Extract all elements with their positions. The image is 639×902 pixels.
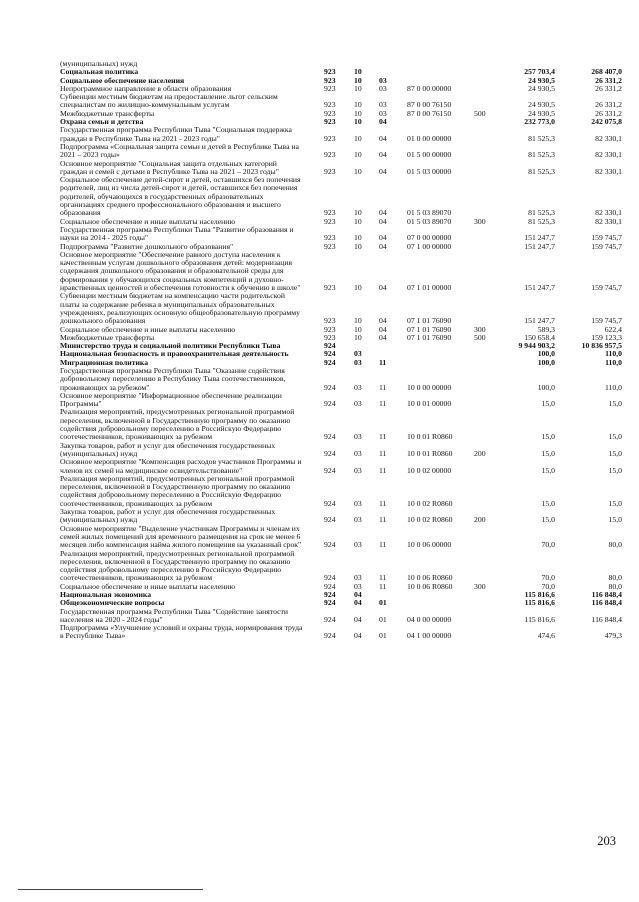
column-amount-year-1: 81 525,3 [528,150,555,160]
column-vid-raskhodov: 300 [474,581,486,591]
column-grbs: 924 [324,614,336,624]
column-tselevaya-statya: 04 0 00 00000 [407,614,452,624]
table-row [60,550,622,583]
table-row [60,176,622,217]
column-amount-year-2: 116 848,4 [591,598,622,608]
column-amount-year-2: 479,3 [604,631,622,641]
row-name: Закупка товаров, работ и услуг для обеспечения государственных (муниципальных) нужд [60,440,276,458]
row-name: Национальная безопасность и правоохранительная деятельность [60,349,289,359]
column-amount-year-2: 80,0 [608,540,622,550]
column-amount-year-2: 82 330,1 [595,208,622,218]
row-name: Подпрограмма "Развитие дошкольного образования" [60,241,234,251]
column-amount-year-2: 80,0 [608,581,622,591]
column-vid-raskhodov: 500 [474,108,486,118]
column-tselevaya-statya: 07 1 01 76090 [407,316,452,326]
table-row [60,160,622,177]
column-grbs: 923 [324,233,336,243]
table-row [60,608,622,625]
column-amount-year-1: 151 247,7 [524,283,555,293]
column-grbs: 924 [324,399,336,409]
column-grbs: 923 [324,324,336,334]
column-grbs: 924 [324,465,336,475]
row-name: Межбюджетные трансферты [60,332,155,342]
column-amount-year-1: 257 703,4 [524,67,555,77]
column-podrazdel: 03 [379,100,387,110]
column-amount-year-1: 100,0 [537,382,555,392]
column-vid-raskhodov: 200 [474,448,486,458]
column-amount-year-2: 15,0 [608,432,622,442]
column-razdel: 03 [354,357,362,367]
column-podrazdel: 11 [379,465,387,475]
column-tselevaya-statya: 07 1 01 76090 [407,324,452,334]
column-razdel: 10 [354,67,362,77]
column-podrazdel: 04 [379,283,387,293]
column-razdel: 10 [354,324,362,334]
row-name: Непрограммное направление в области образования [60,83,232,93]
column-amount-year-2: 159 123,3 [591,332,622,342]
column-grbs: 924 [324,382,336,392]
column-tselevaya-statya: 01 5 00 00000 [407,150,452,160]
column-amount-year-1: 15,0 [541,465,555,475]
column-amount-year-1: 474,6 [537,631,555,641]
column-grbs: 924 [324,540,336,550]
table-row [60,624,622,641]
row-name: Государственная программа Республики Тыва "Развитие образования и науки на 2014 - 2025 годы" [60,224,294,243]
column-grbs: 923 [324,133,336,143]
column-amount-year-1: 232 773,0 [524,117,555,127]
column-amount-year-2: 82 330,1 [595,216,622,226]
column-tselevaya-statya: 07 1 00 00000 [407,241,452,251]
column-amount-year-1: 81 525,3 [528,216,555,226]
column-grbs: 923 [324,283,336,293]
column-amount-year-2: 159 745,7 [591,316,622,326]
column-amount-year-2: 82 330,1 [595,133,622,143]
column-vid-raskhodov: 300 [474,324,486,334]
column-podrazdel: 11 [379,540,387,550]
column-podrazdel: 11 [379,515,387,525]
table-row [60,508,622,525]
column-vid-raskhodov: 300 [474,216,486,226]
column-razdel: 03 [354,349,362,359]
column-amount-year-2: 80,0 [608,573,622,583]
column-razdel: 10 [354,332,362,342]
column-tselevaya-statya: 04 1 00 00000 [407,631,452,641]
column-grbs: 923 [324,117,336,127]
column-razdel: 10 [354,316,362,326]
column-amount-year-1: 24 930,5 [528,100,555,110]
column-razdel: 10 [354,241,362,251]
column-tselevaya-statya: 10 0 06 R0860 [407,581,453,591]
column-podrazdel: 04 [379,241,387,251]
column-podrazdel: 03 [379,75,387,85]
column-amount-year-1: 115 816,6 [524,590,555,599]
row-name: Охрана семьи и детства [60,117,144,127]
column-amount-year-1: 70,0 [541,540,555,550]
column-amount-year-1: 151 247,7 [524,241,555,251]
column-razdel: 03 [354,465,362,475]
column-grbs: 924 [324,631,336,641]
column-amount-year-1: 151 247,7 [524,233,555,243]
column-grbs: 924 [324,598,336,608]
column-grbs: 923 [324,166,336,176]
row-name: Социальное обеспечение населения [60,75,185,85]
row-name: Основное мероприятие "Обеспечение равного доступа населения к качественным услугам дошкольного образования детей: модернизация содержания дошкольного образования и образовательной среды для формирования у обучающихся социальных компетенций и духовно-нравственных ценностей и обеспечения готовности к обучению в школе" [60,249,301,293]
column-tselevaya-statya: 87 0 00 76150 [407,108,452,118]
column-amount-year-1: 100,0 [537,357,555,367]
column-amount-year-2: 116 848,4 [591,590,622,599]
column-amount-year-1: 9 944 903,2 [518,341,555,351]
table-row [60,392,622,409]
row-name: Основное мероприятие "Компенсация расходов участников Программы и членов их семей на медицинское освидетельствование" [60,457,302,475]
column-grbs: 924 [324,357,336,367]
column-razdel: 10 [354,133,362,143]
row-name: Социальное обеспечение и иные выплаты населению [60,216,236,226]
column-razdel: 10 [354,117,362,127]
column-tselevaya-statya: 01 0 00 00000 [407,133,452,143]
column-grbs: 924 [324,498,336,508]
column-amount-year-1: 115 816,6 [524,614,555,624]
column-razdel: 04 [354,631,362,641]
column-razdel: 03 [354,515,362,525]
column-razdel: 03 [354,432,362,442]
column-razdel: 10 [354,108,362,118]
column-tselevaya-statya: 01 5 03 89070 [407,216,452,226]
column-amount-year-2: 159 745,7 [591,241,622,251]
budget-table [60,60,622,641]
column-amount-year-1: 15,0 [541,448,555,458]
column-razdel: 03 [354,573,362,583]
row-name: Субвенции местным бюджетам на предоставление льгот сельским специалистам по жилищно-коммунальным услугам [60,92,278,110]
column-podrazdel: 04 [379,117,387,127]
column-amount-year-2: 110,0 [605,357,622,367]
column-podrazdel: 04 [379,166,387,176]
column-podrazdel: 11 [379,581,387,591]
column-amount-year-2: 26 331,2 [595,83,622,93]
column-grbs: 924 [324,448,336,458]
column-tselevaya-statya: 87 0 00 76150 [407,100,452,110]
row-name: Реализация мероприятий, предусмотренных региональной программой переселения, включенной в Государственную программу по оказанию содействия добровольному переселению в Российскую Федерацию соотечественников, проживающих за рубежом [60,548,295,583]
table-row [60,525,622,550]
column-podrazdel: 11 [379,498,387,508]
page-number: 203 [597,834,616,848]
column-amount-year-1: 24 930,5 [528,83,555,93]
row-name: Социальная политика [60,67,139,77]
row-name: Закупка товаров, работ и услуг для обеспечения государственных (муниципальных) нужд [60,507,276,525]
column-tselevaya-statya: 10 0 02 R0860 [407,515,453,525]
column-amount-year-1: 15,0 [541,498,555,508]
column-tselevaya-statya: 07 0 00 00000 [407,233,452,243]
column-amount-year-1: 70,0 [541,573,555,583]
column-amount-year-2: 15,0 [608,498,622,508]
column-podrazdel: 04 [379,332,387,342]
column-grbs: 924 [324,581,336,591]
column-amount-year-1: 115 816,6 [524,598,555,608]
table-row [60,458,622,475]
column-razdel: 10 [354,166,362,176]
column-razdel: 04 [354,590,362,599]
column-razdel: 03 [354,382,362,392]
column-tselevaya-statya: 10 0 06 00000 [407,540,452,550]
column-podrazdel: 03 [379,108,387,118]
column-grbs: 923 [324,241,336,251]
column-podrazdel: 03 [379,83,387,93]
column-amount-year-1: 100,0 [537,349,555,359]
column-tselevaya-statya: 10 0 01 R0860 [407,432,453,442]
column-grbs: 923 [324,67,336,77]
column-razdel: 03 [354,540,362,550]
table-row [60,126,622,143]
column-tselevaya-statya: 01 5 03 89070 [407,208,452,218]
column-amount-year-2: 15,0 [608,399,622,409]
column-grbs: 923 [324,332,336,342]
column-razdel: 10 [354,233,362,243]
column-podrazdel: 11 [379,432,387,442]
column-razdel: 04 [354,598,362,608]
column-razdel: 10 [354,150,362,160]
column-amount-year-2: 15,0 [608,515,622,525]
table-row [60,251,622,292]
row-name: Общеэкономические вопросы [60,598,165,608]
column-amount-year-2: 26 331,2 [595,75,622,85]
column-amount-year-2: 26 331,2 [595,108,622,118]
column-amount-year-2: 159 745,7 [591,283,622,293]
column-amount-year-1: 15,0 [541,432,555,442]
column-tselevaya-statya: 10 0 01 R0860 [407,448,453,458]
column-grbs: 923 [324,208,336,218]
row-name: Реализация мероприятий, предусмотренных региональной программой переселения, включенной в Государственную программу по оказанию содействия добровольному переселению в Российскую Федерацию соотечественников, проживающих за рубежом [60,407,295,442]
column-podrazdel: 11 [379,573,387,583]
column-podrazdel: 01 [379,631,387,641]
column-grbs: 923 [324,108,336,118]
column-podrazdel: 01 [379,598,387,608]
row-name: Основное мероприятие "Выделение участникам Программы и членам их семей жилых помещений для временного размещения на срок не менее 6 месяцев либо компенсация найма жилого помещения на указанный срок" [60,523,302,550]
column-podrazdel: 04 [379,216,387,226]
column-razdel: 03 [354,399,362,409]
column-grbs: 923 [324,75,336,85]
column-grbs: 923 [324,316,336,326]
column-grbs: 924 [324,432,336,442]
column-amount-year-1: 81 525,3 [528,133,555,143]
row-name: Подпрограмма «Улучшение условий и охраны труда, нормирования труда в Республике Тыва» [60,623,303,641]
table-row [60,143,622,160]
column-amount-year-1: 15,0 [541,515,555,525]
row-name: Подпрограмма «Социальная защита семьи и детей в Республике Тыва на 2021 – 2023 годы» [60,141,299,160]
column-razdel: 04 [354,614,362,624]
row-name: Основное мероприятие "Информационное обеспечение реализации Программы" [60,390,282,409]
row-name: Межбюджетные трансферты [60,108,155,118]
column-grbs: 923 [324,150,336,160]
column-grbs: 924 [324,349,336,359]
column-podrazdel: 04 [379,324,387,334]
column-amount-year-2: 110,0 [604,382,622,392]
column-podrazdel: 04 [379,233,387,243]
column-podrazdel: 01 [379,614,387,624]
row-name: (муниципальных) нужд [60,59,138,68]
column-amount-year-1: 589,3 [537,324,555,334]
column-razdel: 10 [354,75,362,85]
column-podrazdel: 11 [379,382,387,392]
row-name: Социальное обеспечение детей-сирот и детей, оставшихся без попечения родителей, лиц из числа детей-сирот и детей, оставшихся без попечения родителей, обучающихся в государственных образовательных организациях среднего профессионального образования и высшего образования [60,175,301,218]
table-row [60,226,622,243]
column-amount-year-2: 242 075,8 [591,117,622,127]
table-row [60,442,622,459]
table-row [60,408,622,441]
column-grbs: 923 [324,100,336,110]
column-razdel: 03 [354,448,362,458]
row-name: Миграционная политика [60,357,149,367]
row-name: Социальное обеспечение и иные выплаты населению [60,581,236,591]
column-grbs: 924 [324,341,336,351]
table-row [60,93,622,110]
column-podrazdel: 11 [379,448,387,458]
column-amount-year-1: 81 525,3 [528,208,555,218]
column-grbs: 923 [324,83,336,93]
column-amount-year-1: 151 247,7 [524,316,555,326]
table-row [60,292,622,325]
row-name: Основное мероприятие "Социальная защита отдельных категорий граждан и семей с детьми в Республике Тыва на 2021 – 2023 годы" [60,158,279,176]
column-amount-year-2: 268 407,0 [591,67,622,77]
column-podrazdel: 11 [379,399,387,409]
column-tselevaya-statya: 07 1 01 00000 [407,283,452,293]
column-razdel: 03 [354,581,362,591]
column-tselevaya-statya: 07 1 01 76090 [407,332,452,342]
column-razdel: 10 [354,208,362,218]
column-amount-year-2: 116 848,4 [591,614,622,624]
column-amount-year-2: 26 331,2 [595,100,622,110]
row-name: Социальное обеспечение и иные выплаты населению [60,324,236,334]
row-name: Государственная программа Республики Тыва "Оказание содействия добровольному переселению в Республику Тыва соотечественников, проживающих за рубежом" [60,365,286,392]
column-amount-year-2: 82 330,1 [595,166,622,176]
column-amount-year-1: 81 525,3 [528,166,555,176]
column-tselevaya-statya: 10 0 02 00000 [407,465,452,475]
column-amount-year-1: 70,0 [541,581,555,591]
column-amount-year-2: 15,0 [608,448,622,458]
column-podrazdel: 04 [379,150,387,160]
column-amount-year-1: 15,0 [541,399,555,409]
column-razdel: 10 [354,216,362,226]
column-razdel: 10 [354,83,362,93]
column-amount-year-1: 24 930,5 [528,75,555,85]
column-amount-year-2: 110,0 [605,349,622,359]
column-podrazdel: 04 [379,208,387,218]
column-tselevaya-statya: 01 5 03 00000 [407,166,452,176]
column-tselevaya-statya: 10 0 00 00000 [407,382,452,392]
row-name: Национальная экономика [60,590,152,599]
row-name: Реализация мероприятий, предусмотренных региональной программой переселения, включенной в Государственную программу по оказанию содействия добровольному переселению в Российскую Федерацию соотечественников, проживающих за рубежом [60,473,295,508]
column-amount-year-2: 159 745,7 [591,233,622,243]
column-grbs: 924 [324,573,336,583]
row-name: Министерство труда и социальной политики Республики Тыва [60,341,281,351]
column-vid-raskhodov: 500 [474,332,486,342]
column-podrazdel: 04 [379,316,387,326]
table-row [60,367,622,392]
table-row [60,475,622,508]
column-amount-year-2: 622,4 [604,324,622,334]
column-razdel: 10 [354,283,362,293]
column-amount-year-1: 150 658,4 [524,332,555,342]
column-tselevaya-statya: 10 0 06 R0860 [407,573,453,583]
column-amount-year-2: 15,0 [608,465,622,475]
column-grbs: 924 [324,590,336,599]
row-name: Государственная программа Республики Тыва "Социальная поддержка граждан в Республике Тыва на 2021 - 2023 годы" [60,125,292,143]
column-amount-year-2: 10 836 957,5 [581,341,622,351]
column-podrazdel: 11 [379,357,387,367]
column-amount-year-1: 24 930,5 [528,108,555,118]
column-tselevaya-statya: 87 0 00 00000 [407,83,452,93]
column-grbs: 924 [324,515,336,525]
column-tselevaya-statya: 10 0 01 00000 [407,399,452,409]
column-tselevaya-statya: 10 0 02 R0860 [407,498,453,508]
row-name: Субвенции местным бюджетам на компенсацию части родительской платы за содержание ребенка в муниципальных образовательных учреждениях, реализующих основную общеобразовательную программу дошкольного образования [60,291,300,326]
column-razdel: 10 [354,100,362,110]
column-razdel: 03 [354,498,362,508]
column-amount-year-2: 82 330,1 [595,150,622,160]
column-grbs: 923 [324,216,336,226]
row-name: Государственная программа Республики Тыва "Содействие занятости населения на 2020 - 2024 годы" [60,606,289,624]
footer-rule [18,889,203,890]
column-vid-raskhodov: 200 [474,515,486,525]
column-podrazdel: 04 [379,133,387,143]
